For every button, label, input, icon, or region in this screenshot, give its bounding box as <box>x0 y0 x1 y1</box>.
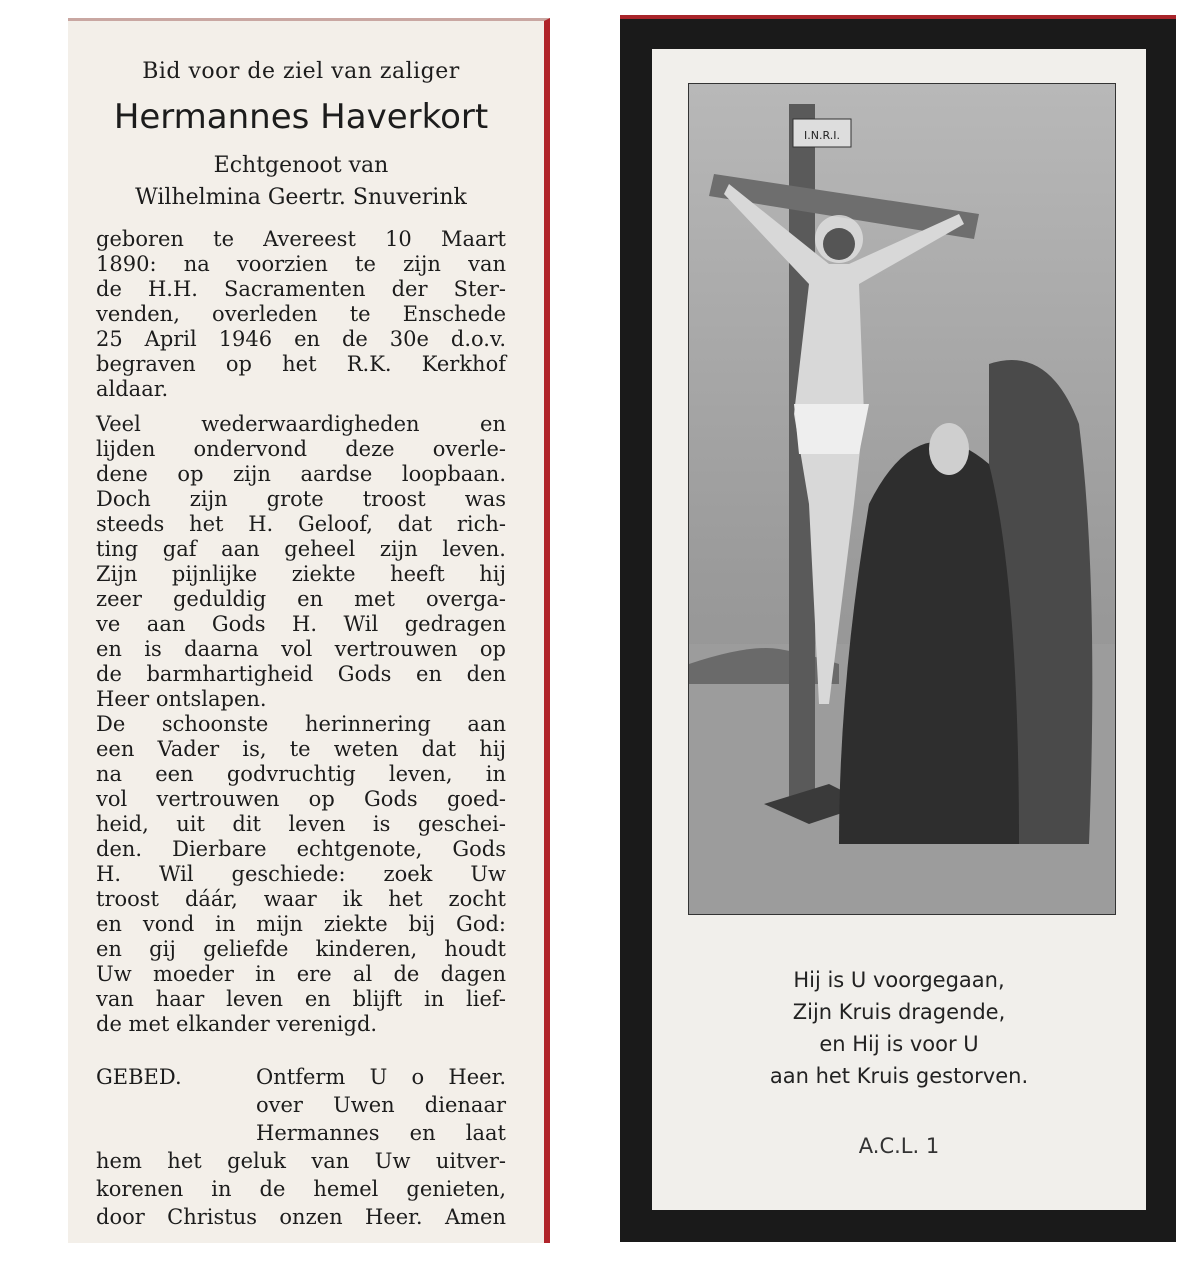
text-line: korenen in de hemel genieten, <box>96 1177 506 1201</box>
text-line: ting gaf aan geheel zijn leven. <box>96 537 506 561</box>
text-line: 1890: na voorzien te zijn van <box>96 252 506 276</box>
prayer <box>96 1063 506 1231</box>
paragraph-1 <box>96 227 506 402</box>
inri-inscription: I.N.R.I. <box>804 129 840 142</box>
text-line: aldaar. <box>96 377 169 401</box>
paragraph-2 <box>96 412 506 712</box>
text-line: venden, overleden te Enschede <box>96 302 506 326</box>
text-line: en gij geliefde kinderen, houdt <box>96 937 506 961</box>
verse-line: aan het Kruis gestorven. <box>769 1064 1029 1088</box>
text-line: Hermannes en laat <box>256 1121 506 1145</box>
text-line: Uw moeder in ere al de dagen <box>96 962 506 986</box>
crucifixion-image <box>689 84 1115 914</box>
text-line: Doch zijn grote troost was <box>96 487 506 511</box>
text-line: door Christus onzen Heer. Amen <box>96 1205 506 1229</box>
text-line: geboren te Avereest 10 Maart <box>96 227 506 251</box>
intro-line: Bid voor de ziel van zaliger <box>142 59 460 84</box>
verse-line: Zijn Kruis dragende, <box>792 1000 1006 1024</box>
memorial-card-picture-side <box>620 15 1176 1242</box>
text-line: ve aan Gods H. Wil gedragen <box>96 612 506 636</box>
text-line: lijden ondervond deze overle- <box>96 437 506 461</box>
text-line: den. Dierbare echtgenote, Gods <box>96 837 506 861</box>
text-line: Ontferm U o Heer. <box>256 1065 506 1089</box>
text-line: de met elkander verenigd. <box>96 1012 378 1036</box>
text-line: over Uwen dienaar <box>256 1093 506 1117</box>
text-line: van haar leven en blijft in lief- <box>96 987 506 1011</box>
text-line: Veel wederwaardigheden en <box>96 412 506 436</box>
text-line: heid, uit dit leven is geschei- <box>96 812 506 836</box>
text-line: zeer geduldig en met overga- <box>96 587 506 611</box>
mary-figure <box>839 442 1019 845</box>
memorial-card-text-side <box>68 18 550 1243</box>
text-line: vol vertrouwen op Gods goed- <box>96 787 506 811</box>
verse <box>652 964 1146 1092</box>
prayer-label: GEBED. <box>96 1065 182 1089</box>
verse-line: en Hij is voor U <box>819 1032 979 1056</box>
text-line: de barmhartigheid Gods en den <box>96 662 506 686</box>
relation-line: Echtgenoot van <box>213 153 389 178</box>
deceased-name: Hermannes Haverkort <box>113 97 489 137</box>
text-line: een Vader is, te weten dat hij <box>96 737 506 761</box>
paragraph-3 <box>96 712 506 1037</box>
text-line: en vond in mijn ziekte bij God: <box>96 912 506 936</box>
text-line: na een godvruchtig leven, in <box>96 762 506 786</box>
spouse-name: Wilhelmina Geertr. Snuverink <box>135 185 467 210</box>
biography <box>96 227 506 1037</box>
text-line: de H.H. Sacramenten der Ster- <box>96 277 506 301</box>
card-inner-panel <box>652 49 1146 1210</box>
text-line: Heer ontslapen. <box>96 687 267 711</box>
text-line: dene op zijn aardse loopbaan. <box>96 462 506 486</box>
text-line: troost dáár, waar ik het zocht <box>96 887 506 911</box>
text-line: H. Wil geschiede: zoek Uw <box>96 862 506 886</box>
crucifixion-illustration <box>688 83 1116 915</box>
text-line: De schoonste herinnering aan <box>96 712 506 736</box>
text-line: 25 April 1946 en de 30e d.o.v. <box>96 327 506 351</box>
reference: A.C.L. 1 <box>858 1134 940 1158</box>
text-line: begraven op het R.K. Kerkhof <box>96 352 506 376</box>
text-line: en is daarna vol vertrouwen op <box>96 637 506 661</box>
verse-line: Hij is U voorgegaan, <box>793 968 1005 992</box>
text-line: Zijn pijnlijke ziekte heeft hij <box>96 562 506 586</box>
text-line: steeds het H. Geloof, dat rich- <box>96 512 506 536</box>
text-line: hem het geluk van Uw uitver- <box>96 1149 506 1173</box>
